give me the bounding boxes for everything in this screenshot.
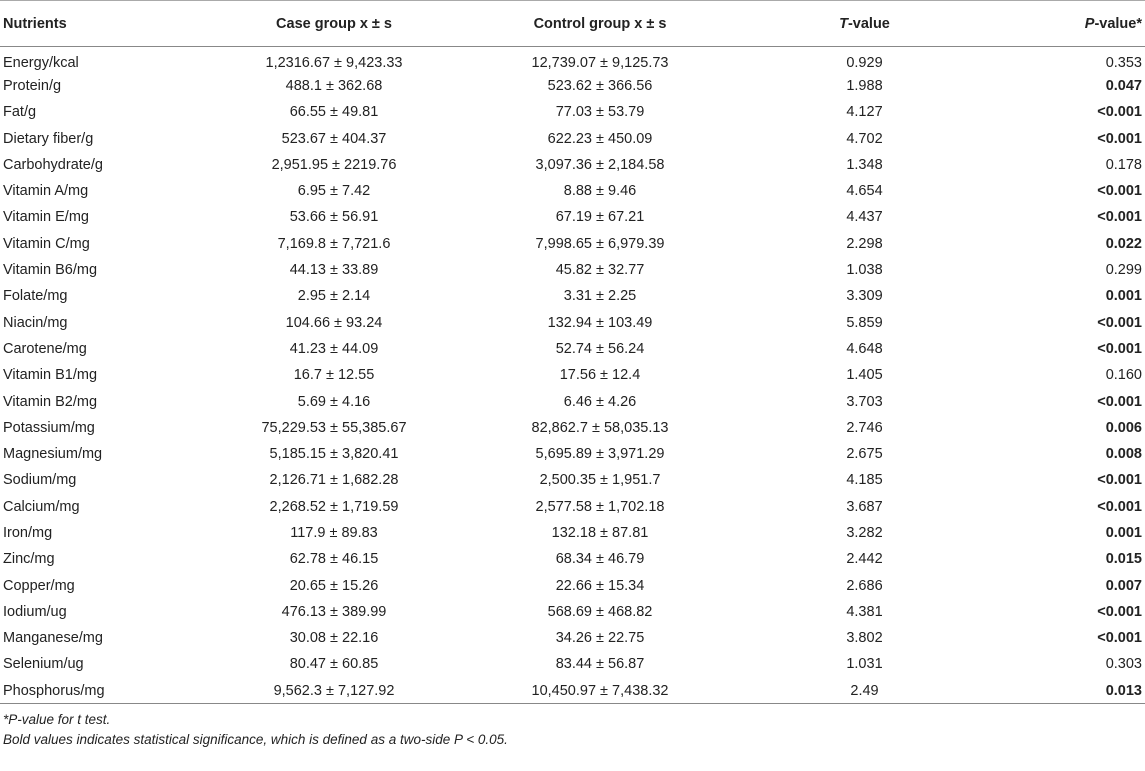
cell-t-value: 2.442 [846, 551, 883, 568]
table-row [0, 572, 1145, 598]
cell-nutrient: Selenium/ug [3, 656, 84, 673]
cell-nutrient: Manganese/mg [3, 630, 103, 647]
cell-t-value: 4.381 [846, 603, 883, 620]
cell-control-group: 82,862.7 ± 58,035.13 [531, 419, 669, 436]
cell-p-value: 0.178 [1105, 156, 1142, 173]
cell-control-group: 523.62 ± 366.56 [547, 77, 653, 94]
cell-p-value: <0.001 [1097, 314, 1142, 331]
cell-case-group: 2,126.71 ± 1,682.28 [269, 472, 399, 489]
table-row [0, 388, 1145, 414]
cell-control-group: 132.94 ± 103.49 [547, 314, 653, 331]
cell-nutrient: Phosphorus/mg [0, 678, 200, 704]
cell-case-group: 7,169.8 ± 7,721.6 [277, 235, 391, 252]
cell-t-value: 3.687 [846, 498, 883, 515]
cell-p-value: 0.299 [1105, 262, 1142, 279]
table-header [0, 1, 1145, 47]
cell-control-group: 77.03 ± 53.79 [555, 104, 645, 121]
cell-p-value: <0.001 [1097, 498, 1142, 515]
header-t-value [732, 1, 997, 47]
cell-t-value: 1.348 [846, 156, 883, 173]
cell-case-group: 62.78 ± 46.15 [289, 551, 379, 568]
header-p-letter: P [1084, 15, 1095, 32]
cell-p-value: 0.353 [1105, 54, 1142, 71]
table-row [0, 204, 1145, 230]
cell-nutrient: Potassium/mg [3, 419, 95, 436]
table-row [0, 678, 1145, 704]
cell-nutrient: Protein/g [3, 77, 62, 94]
table-row [0, 257, 1145, 283]
table-row [0, 467, 1145, 493]
cell-p-value: 0.160 [1105, 367, 1142, 384]
cell-nutrient: Zinc/mg [3, 551, 55, 568]
cell-case-group: 20.65 ± 15.26 [289, 577, 379, 594]
cell-nutrient: Copper/mg [3, 577, 75, 594]
cell-case-group: 6.95 ± 7.42 [297, 183, 371, 200]
cell-nutrient: Iodium/ug [3, 603, 67, 620]
cell-case-group: 53.66 ± 56.91 [289, 209, 379, 226]
cell-p-value: 0.001 [1105, 524, 1142, 541]
cell-t-value: 4.437 [846, 209, 883, 226]
cell-p-value: 0.007 [1105, 577, 1142, 594]
cell-nutrient: Iron/mg [3, 524, 53, 541]
cell-p-value: <0.001 [1097, 603, 1142, 620]
cell-case-group: 2,951.95 ± 2219.76 [271, 156, 397, 173]
cell-nutrient: Niacin/mg [3, 314, 68, 331]
table-row [0, 283, 1145, 309]
cell-case-group: 104.66 ± 93.24 [285, 314, 383, 331]
cell-p-value: 0.022 [1105, 235, 1142, 252]
cell-p-value: <0.001 [1097, 472, 1142, 489]
cell-p-value: 0.001 [1105, 288, 1142, 305]
cell-control-group: 67.19 ± 67.21 [555, 209, 645, 226]
table-row [0, 625, 1145, 651]
footnote-p-value: *P-value for t test. [3, 712, 111, 728]
cell-p-value: <0.001 [1097, 209, 1142, 226]
cell-t-value: 3.282 [846, 524, 883, 541]
cell-control-group: 52.74 ± 56.24 [555, 340, 645, 357]
header-control-group: Control group x ± s [468, 1, 732, 47]
cell-nutrient: Vitamin C/mg [3, 235, 90, 252]
table-row [0, 178, 1145, 204]
table-row [0, 47, 1145, 73]
cell-control-group: 2,500.35 ± 1,951.7 [539, 472, 661, 489]
header-t-letter: T [839, 15, 848, 32]
cell-nutrient: Carotene/mg [3, 340, 87, 357]
cell-case-group: 9,562.3 ± 7,127.92 [200, 678, 468, 704]
cell-case-group: 44.13 ± 33.89 [289, 262, 379, 279]
cell-case-group: 16.7 ± 12.55 [293, 367, 375, 384]
cell-t-value: 2.49 [732, 678, 997, 704]
cell-nutrient: Dietary fiber/g [3, 130, 94, 147]
cell-t-value: 1.038 [846, 262, 883, 279]
table-row [0, 599, 1145, 625]
cell-p-value: <0.001 [1097, 104, 1142, 121]
cell-control-group: 5,695.89 ± 3,971.29 [535, 446, 665, 463]
cell-nutrient: Magnesium/mg [3, 446, 103, 463]
cell-t-value: 3.802 [846, 630, 883, 647]
cell-t-value: 1.988 [846, 77, 883, 94]
cell-control-group: 68.34 ± 46.79 [555, 551, 645, 568]
cell-case-group: 1,2316.67 ± 9,423.33 [265, 54, 403, 71]
cell-nutrient: Energy/kcal [3, 54, 79, 71]
cell-control-group: 12,739.07 ± 9,125.73 [531, 54, 669, 71]
cell-control-group: 22.66 ± 15.34 [555, 577, 645, 594]
cell-control-group: 622.23 ± 450.09 [547, 130, 653, 147]
cell-nutrient: Vitamin B2/mg [3, 393, 98, 410]
cell-control-group: 3,097.36 ± 2,184.58 [535, 156, 665, 173]
footnote-bold-values: Bold values indicates statistical significance, which is defined as a two-side P < 0.05. [3, 732, 508, 748]
cell-nutrient: Folate/mg [3, 288, 68, 305]
cell-control-group: 45.82 ± 32.77 [555, 262, 645, 279]
cell-t-value: 1.031 [846, 656, 883, 673]
cell-nutrient: Sodium/mg [3, 472, 77, 489]
cell-t-value: 1.405 [846, 367, 883, 384]
cell-control-group: 6.46 ± 4.26 [563, 393, 637, 410]
cell-t-value: 5.859 [846, 314, 883, 331]
cell-p-value: <0.001 [1097, 183, 1142, 200]
header-t-suffix: -value [847, 15, 890, 32]
cell-p-value: 0.303 [1105, 656, 1142, 673]
cell-p-value: 0.006 [1105, 419, 1142, 436]
cell-case-group: 488.1 ± 362.68 [285, 77, 383, 94]
cell-t-value: 4.654 [846, 183, 883, 200]
header-case-group: Case group x ± s [200, 1, 468, 47]
table-row [0, 520, 1145, 546]
cell-case-group: 117.9 ± 89.83 [290, 524, 378, 541]
cell-nutrient: Vitamin B1/mg [3, 367, 98, 384]
cell-p-value: <0.001 [1097, 130, 1142, 147]
table-body [0, 47, 1145, 704]
cell-t-value: 3.703 [846, 393, 883, 410]
cell-p-value: 0.013 [997, 678, 1145, 704]
cell-control-group: 10,450.97 ± 7,438.32 [468, 678, 732, 704]
table-row [0, 362, 1145, 388]
cell-p-value: 0.008 [1105, 446, 1142, 463]
cell-t-value: 2.675 [846, 446, 883, 463]
cell-t-value: 2.298 [846, 235, 883, 252]
cell-case-group: 2,268.52 ± 1,719.59 [269, 498, 399, 515]
cell-p-value: 0.015 [1105, 551, 1142, 568]
table-row [0, 152, 1145, 178]
table-row [0, 125, 1145, 151]
cell-t-value: 2.746 [846, 419, 883, 436]
cell-p-value: 0.047 [1105, 77, 1142, 94]
cell-control-group: 17.56 ± 12.4 [559, 367, 641, 384]
table-row [0, 231, 1145, 257]
cell-case-group: 41.23 ± 44.09 [289, 340, 379, 357]
cell-case-group: 2.95 ± 2.14 [297, 288, 371, 305]
cell-t-value: 4.648 [846, 340, 883, 357]
cell-t-value: 4.185 [846, 472, 883, 489]
cell-case-group: 5.69 ± 4.16 [297, 393, 371, 410]
cell-control-group: 3.31 ± 2.25 [563, 288, 637, 305]
cell-control-group: 2,577.58 ± 1,702.18 [535, 498, 665, 515]
table-row [0, 494, 1145, 520]
table-row [0, 546, 1145, 572]
table-row [0, 441, 1145, 467]
cell-nutrient: Vitamin A/mg [3, 183, 89, 200]
cell-case-group: 66.55 ± 49.81 [289, 104, 379, 121]
table-row [0, 73, 1145, 99]
cell-nutrient: Fat/g [3, 104, 37, 121]
cell-case-group: 80.47 ± 60.85 [289, 656, 379, 673]
cell-control-group: 7,998.65 ± 6,979.39 [535, 235, 665, 252]
cell-control-group: 132.18 ± 87.81 [551, 524, 649, 541]
cell-nutrient: Vitamin E/mg [3, 209, 89, 226]
cell-case-group: 523.67 ± 404.37 [281, 130, 387, 147]
cell-t-value: 3.309 [846, 288, 883, 305]
cell-nutrient: Calcium/mg [3, 498, 80, 515]
table-row [0, 99, 1145, 125]
cell-p-value: <0.001 [1097, 340, 1142, 357]
cell-p-value: <0.001 [1097, 630, 1142, 647]
table-row [0, 651, 1145, 677]
cell-case-group: 75,229.53 ± 55,385.67 [261, 419, 407, 436]
cell-control-group: 34.26 ± 22.75 [555, 630, 645, 647]
header-p-suffix: -value* [1094, 15, 1142, 32]
cell-control-group: 8.88 ± 9.46 [563, 183, 637, 200]
cell-t-value: 4.127 [846, 104, 883, 121]
header-nutrients: Nutrients [0, 1, 200, 47]
cell-control-group: 568.69 ± 468.82 [547, 603, 653, 620]
cell-nutrient: Vitamin B6/mg [3, 262, 98, 279]
cell-case-group: 476.13 ± 389.99 [281, 603, 387, 620]
table-row [0, 336, 1145, 362]
cell-nutrient: Carbohydrate/g [3, 156, 103, 173]
cell-p-value: <0.001 [1097, 393, 1142, 410]
table-row [0, 415, 1145, 441]
header-p-value [997, 1, 1145, 47]
cell-case-group: 5,185.15 ± 3,820.41 [269, 446, 399, 463]
cell-t-value: 2.686 [846, 577, 883, 594]
table-footnotes [0, 710, 1145, 750]
cell-case-group: 30.08 ± 22.16 [289, 630, 379, 647]
cell-control-group: 83.44 ± 56.87 [555, 656, 645, 673]
table-row [0, 309, 1145, 335]
cell-t-value: 4.702 [846, 130, 883, 147]
cell-t-value: 0.929 [846, 54, 883, 71]
